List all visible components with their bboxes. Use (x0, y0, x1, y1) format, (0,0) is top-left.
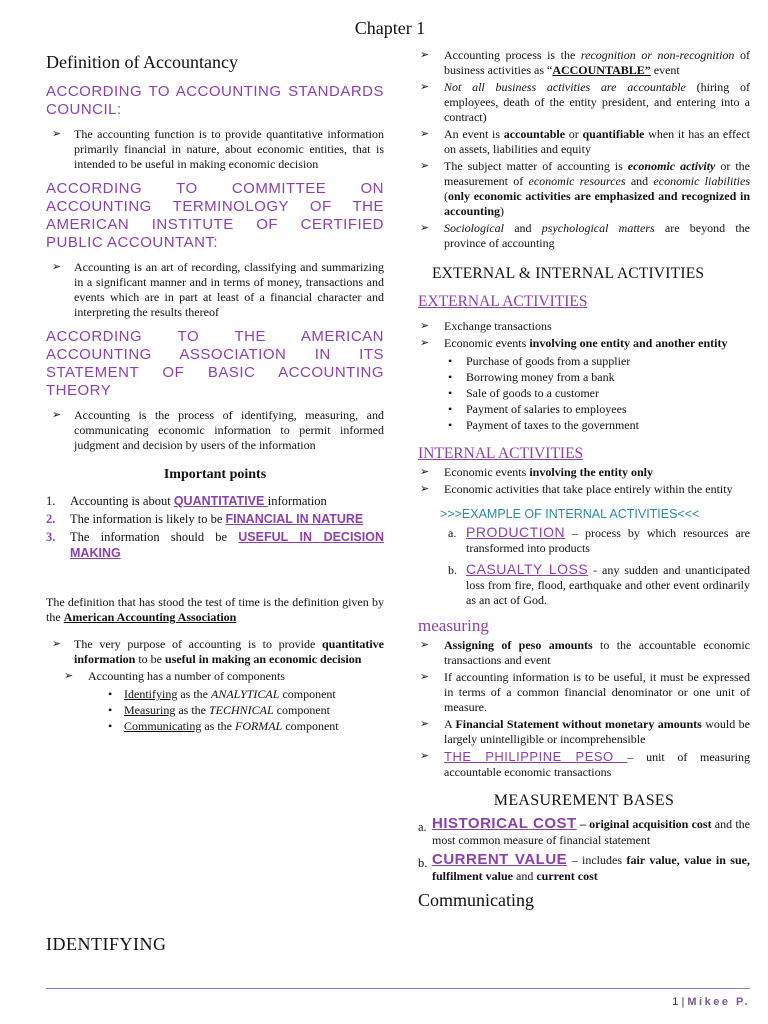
external-examples (418, 353, 750, 433)
list-item: 3. The information should be USEFUL IN DECISION MAKING (46, 530, 384, 560)
list-item: • Purchase of goods from a supplier (448, 354, 631, 368)
bullet-icon: • (108, 719, 113, 733)
definition-title: Definition of Accountancy (46, 52, 238, 72)
definition-paragraph: The definition that has stood the test of time is the definition given by the American Accounting Association (46, 595, 384, 624)
important-points-list (46, 493, 384, 561)
internal-examples-heading: >>>EXAMPLE OF INTERNAL ACTIVITIES<<< (440, 507, 700, 521)
arrow-bullet-icon: ➢ (420, 49, 430, 61)
measuring-heading: measuring (418, 616, 489, 635)
list-item: ➢ THE PHILIPPINE PESO – unit of measuring accountable economic transactions (420, 749, 750, 779)
aaa-heading: ACCORDING TO THE AMERICAN ACCOUNTING ASSOCIATION IN ITS STATEMENT OF BASIC ACCOUNTING THEORY (46, 328, 384, 399)
arrow-bullet-icon: ➢ (52, 128, 62, 140)
arrow-bullet-icon: ➢ (420, 718, 430, 730)
list-item: ➢ Accounting process is the recognition or non-recognition of business activities as “ACCOUNTABLE” event (420, 48, 750, 77)
left-column (46, 48, 384, 734)
list-item: ➢ Economic events involving the entity only (420, 465, 653, 479)
list-item: ➢ The accounting function is to provide quantitative information primarily financial in nature, about economic entities, that is intended to be useful in making economic decision (52, 127, 384, 171)
arrow-bullet-icon: ➢ (420, 128, 430, 140)
list-item: • Payment of salaries to employees (448, 402, 627, 416)
internal-examples-list (418, 525, 750, 608)
identifying-heading: IDENTIFYING (46, 934, 167, 954)
measuring-list (418, 638, 750, 780)
process-list (418, 48, 750, 251)
list-item: ➢ Accounting is the process of identifying, measuring, and communicating economic information to permit informed judgment and decision by users of the information (52, 408, 384, 452)
bullet-icon: • (108, 703, 113, 717)
list-item: a. PRODUCTION – process by which resources are transformed into products (448, 524, 750, 555)
measurement-bases-title: MEASUREMENT BASES (493, 792, 675, 809)
aicpa-heading: ACCORDING TO COMMITTEE ON ACCOUNTING TERMINOLOGY OF THE AMERICAN INSTITUTE OF CERTIFIED PUBLIC ACCOUNTANT: (46, 180, 384, 251)
arrow-bullet-icon: ➢ (52, 409, 62, 421)
list-item: ➢ Accounting is an art of recording, classifying and summarizing in a significant manner and in terms of money, transactions and events which are in part at least of a financial character and interpreting the results thereof (52, 260, 384, 319)
asc-list (46, 127, 384, 172)
list-item: • Borrowing money from a bank (448, 370, 615, 384)
bullet-icon: • (448, 418, 453, 432)
important-points-title: Important points (163, 467, 267, 482)
list-item: ➢ Exchange transactions (420, 319, 552, 333)
arrow-bullet-icon: ➢ (420, 671, 430, 683)
list-item: ➢ Economic activities that take place entirely within the entity (420, 482, 733, 496)
bullet-icon: • (448, 386, 453, 400)
list-item: ➢ An event is accountable or quantifiable when it has an effect on assets, liabilities and equity (420, 127, 751, 156)
list-item: ➢ A Financial Statement without monetary amounts would be largely unintelligible or incomprehensible (420, 717, 750, 746)
arrow-bullet-icon: ➢ (420, 483, 430, 495)
list-item: ➢ Accounting has a number of components (64, 669, 285, 683)
arrow-bullet-icon: ➢ (420, 337, 430, 349)
list-item: ➢ Sociological and psychological matters are beyond the province of accounting (420, 221, 751, 250)
list-item: ➢ Not all business activities are accountable (hiring of employees, death of the entity president, and entering into a contract) (420, 80, 750, 124)
internal-list (418, 465, 750, 497)
right-column (418, 48, 750, 911)
arrow-bullet-icon: ➢ (64, 670, 74, 682)
bullet-icon: • (108, 687, 113, 701)
components-list (68, 686, 384, 734)
arrow-bullet-icon: ➢ (420, 160, 430, 172)
list-item: 1. Accounting is about QUANTITATIVE information (46, 494, 327, 508)
communicating-heading: Communicating (418, 890, 534, 910)
list-item: • Communicating as the FORMAL component (108, 719, 339, 733)
list-item: a. HISTORICAL COST – original acquisition cost and the most common measure of financial statement (418, 815, 750, 847)
footer-divider (46, 988, 750, 989)
list-item: ➢ If accounting information is to be useful, it must be expressed in terms of a common financial denominator or one unit of measure. (420, 670, 750, 714)
list-item: ➢ The subject matter of accounting is economic activity or the measurement of economic resources and economic liabilities (only economic activities are emphasized and recognized in accounting) (420, 159, 751, 218)
list-item: 2. The information is likely to be FINANCIAL IN NATURE (46, 512, 364, 526)
arrow-bullet-icon: ➢ (420, 750, 430, 762)
chapter-title: Chapter 1 (354, 18, 426, 38)
external-list (418, 319, 750, 351)
arrow-bullet-icon: ➢ (420, 639, 430, 651)
ext-int-title: EXTERNAL & INTERNAL ACTIVITIES (432, 265, 705, 282)
list-item: ➢ Economic events involving one entity and another entity (420, 336, 728, 350)
bullet-icon: • (448, 402, 453, 416)
list-item: • Sale of goods to a customer (448, 386, 599, 400)
arrow-bullet-icon: ➢ (420, 81, 430, 93)
purpose-list (46, 637, 384, 684)
arrow-bullet-icon: ➢ (420, 222, 430, 234)
list-item: b. CURRENT VALUE – includes fair value, value in sue, fulfilment value and current cost (418, 851, 750, 883)
internal-activities-title: INTERNAL ACTIVITIES (418, 445, 584, 462)
list-item: • Payment of taxes to the government (448, 418, 639, 432)
arrow-bullet-icon: ➢ (52, 638, 62, 650)
bullet-icon: • (448, 354, 453, 368)
measurement-bases-list (418, 816, 750, 884)
bullet-icon: • (448, 370, 453, 384)
list-item: b. CASUALTY LOSS - any sudden and unanticipated loss from fire, flood, earthquake and other event ordinarily as an act of God. (448, 561, 750, 607)
aaa-list (46, 408, 384, 453)
arrow-bullet-icon: ➢ (420, 320, 430, 332)
list-item: ➢ The very purpose of accounting is to provide quantitative information to be useful in making an economic decision (52, 637, 384, 666)
page-footer (672, 996, 750, 1008)
list-item: ➢ Assigning of peso amounts to the accountable economic transactions and event (420, 638, 750, 667)
arrow-bullet-icon: ➢ (52, 261, 62, 273)
list-item: • Measuring as the TECHNICAL component (108, 703, 330, 717)
asc-heading: ACCORDING TO ACCOUNTING STANDARDS COUNCIL: (46, 83, 384, 118)
list-item: • Identifying as the ANALYTICAL component (108, 687, 336, 701)
page-number: 1 | (672, 996, 688, 1008)
external-activities-title: EXTERNAL ACTIVITIES (418, 293, 588, 310)
aicpa-list (46, 260, 384, 320)
arrow-bullet-icon: ➢ (420, 466, 430, 478)
author-name: Mikee P. (687, 996, 750, 1008)
